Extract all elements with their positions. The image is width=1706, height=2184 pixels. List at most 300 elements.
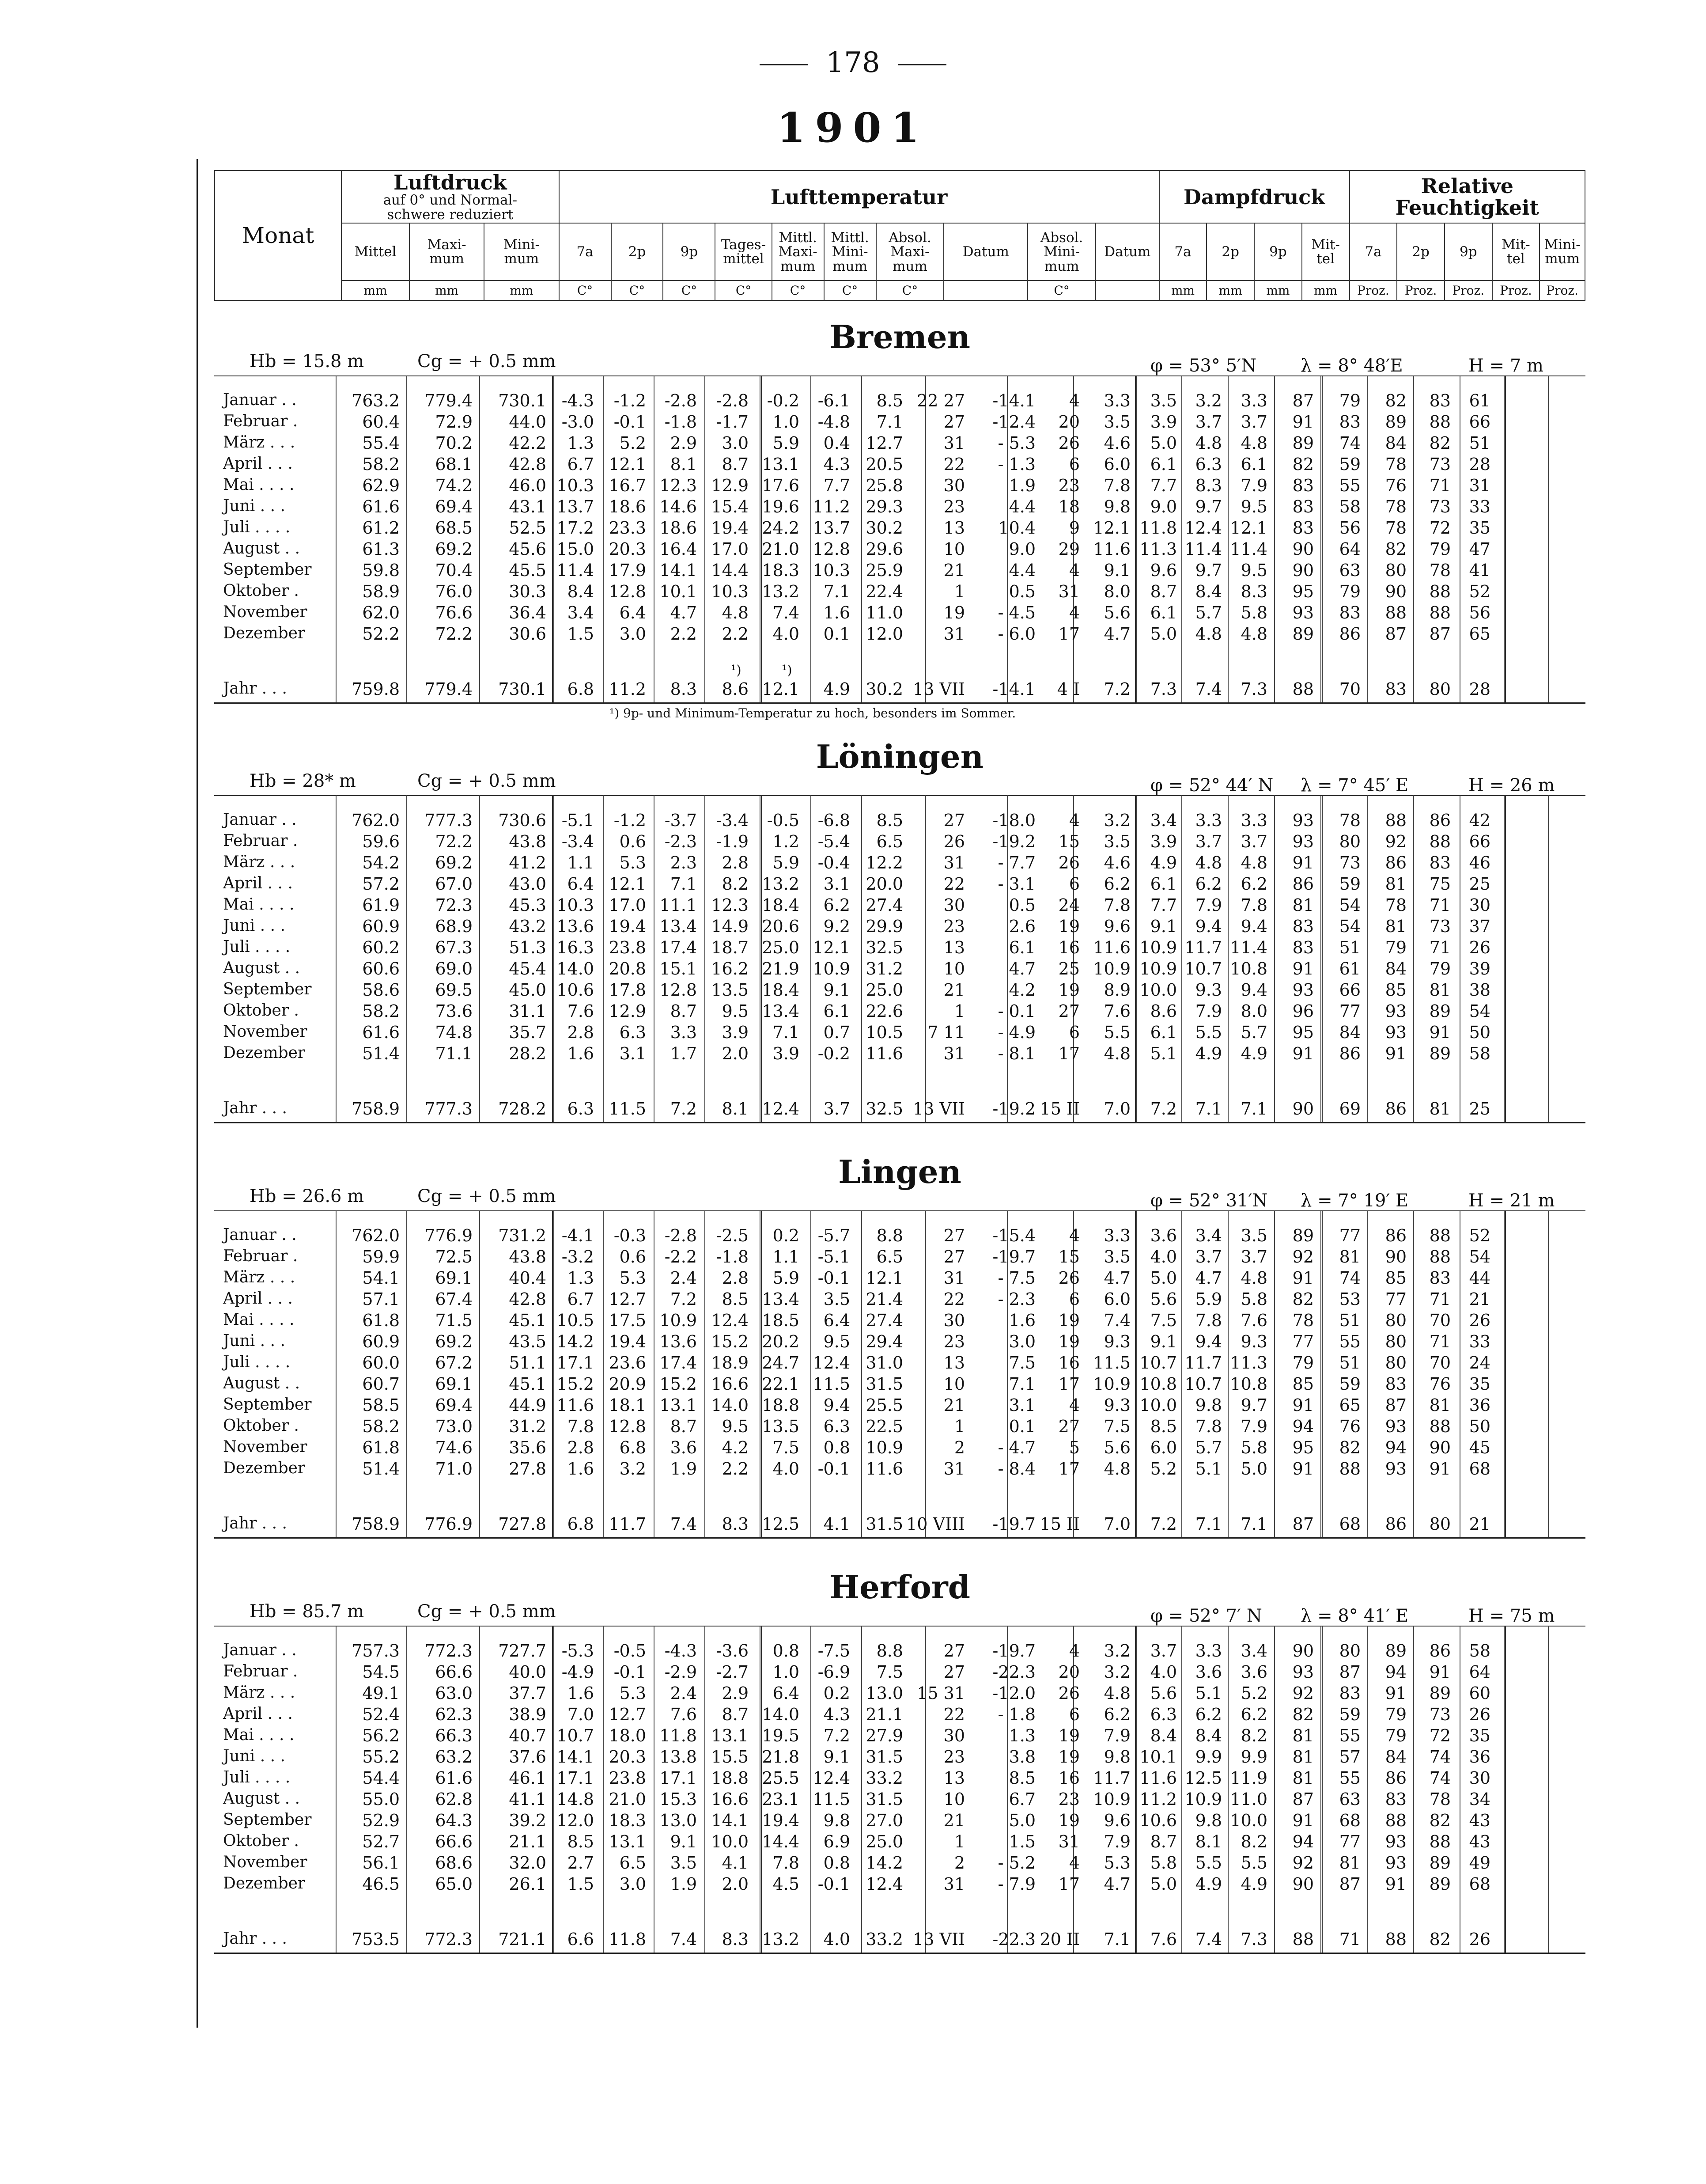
table-cell: 84	[1339, 1023, 1361, 1042]
table-cell: 43.8	[509, 1247, 546, 1266]
table-cell: 3.3	[1195, 811, 1222, 830]
table-cell: 79	[1429, 959, 1451, 978]
month-label: September	[223, 980, 312, 998]
table-cell: 80	[1385, 561, 1407, 580]
table-cell: 66.6	[435, 1832, 473, 1851]
table-cell: 77	[1292, 1332, 1314, 1351]
table-cell: 58.5	[362, 1395, 400, 1415]
table-cell: 93	[1385, 1001, 1407, 1021]
table-row	[214, 455, 1585, 476]
lufttemperatur-col-8: Absol. Mini- mum	[1028, 223, 1096, 281]
table-cell: 10.5	[866, 1023, 903, 1042]
table-cell: 88	[1429, 1832, 1451, 1851]
table-cell: 83	[1339, 1684, 1361, 1703]
table-cell: 9.3	[1104, 1332, 1131, 1351]
station-hh: H = 26 m	[1468, 775, 1555, 796]
table-cell: 4.8	[1104, 1684, 1131, 1703]
table-cell: 88	[1292, 679, 1314, 699]
table-cell: 3.7	[1241, 1247, 1267, 1266]
table-cell: 6.3	[1195, 455, 1222, 474]
table-cell: 6.7	[1009, 1790, 1036, 1809]
lufttemperatur-unit-6: C°	[876, 281, 944, 300]
month-label: November	[223, 1023, 307, 1041]
table-cell: 27.8	[509, 1459, 546, 1479]
table-cell: -2.7	[716, 1662, 749, 1682]
table-cell: 10.0	[711, 1832, 749, 1851]
feuchtigkeit-col-4: Mini- mum	[1540, 223, 1585, 281]
table-cell: 8.4	[1195, 582, 1222, 601]
table-cell: 11.5	[609, 1099, 646, 1119]
table-cell: 16.2	[711, 959, 749, 978]
table-cell: 3.0	[619, 1874, 646, 1894]
table-cell: 89	[1429, 1044, 1451, 1063]
page-number: 178	[0, 46, 1706, 79]
table-cell: 15.2	[659, 1374, 697, 1394]
table-cell: 86	[1429, 1641, 1451, 1661]
month-label: Oktober .	[223, 1417, 299, 1435]
table-cell: -0.2	[767, 391, 799, 410]
month-label: Dezember	[223, 624, 306, 642]
table-cell: 5.6	[1150, 1289, 1177, 1309]
feuchtigkeit-unit-3: Proz.	[1492, 281, 1540, 300]
month-label: Oktober .	[223, 1832, 299, 1850]
table-cell: 20 II	[1040, 1930, 1080, 1949]
table-cell: 758.9	[352, 1514, 400, 1534]
table-cell: 3.2	[619, 1459, 646, 1479]
table-cell: 762.0	[352, 811, 400, 830]
table-cell: 17.1	[556, 1768, 594, 1788]
table-cell: 78	[1292, 1311, 1314, 1330]
station-cg: Cg = + 0.5 mm	[417, 771, 556, 791]
table-cell: 55	[1339, 1768, 1361, 1788]
month-label: Jahr . . .	[223, 1099, 287, 1117]
table-cell: 61.6	[435, 1768, 473, 1788]
table-cell: 4	[1069, 1853, 1080, 1873]
table-cell: 4.3	[823, 455, 850, 474]
table-cell: 12.5	[1184, 1768, 1222, 1788]
table-cell: 11.8	[659, 1726, 697, 1745]
table-cell: 10.0	[1139, 980, 1177, 1000]
table-cell: 31	[943, 624, 965, 644]
table-cell: 18	[1058, 497, 1080, 516]
table-cell: 69	[1339, 1099, 1361, 1119]
table-cell: 87	[1339, 1874, 1361, 1894]
jahr-row	[214, 1930, 1585, 1951]
table-cell: 17.4	[659, 1353, 697, 1373]
table-cell: 91	[1292, 853, 1314, 872]
table-cell: 12.0	[556, 1811, 594, 1830]
table-cell: 5.7	[1241, 1023, 1267, 1042]
table-cell: 10.7	[1184, 1374, 1222, 1394]
table-cell: 54	[1339, 917, 1361, 936]
table-row	[214, 1001, 1585, 1023]
table-cell: 14.6	[659, 497, 697, 516]
table-cell: 19	[1058, 1726, 1080, 1745]
table-cell: 11.8	[1139, 518, 1177, 538]
table-cell: 72.5	[435, 1247, 473, 1266]
table-cell: 32.0	[509, 1853, 546, 1873]
table-cell: 11.2	[609, 679, 646, 699]
table-cell: 5.6	[1104, 603, 1131, 622]
table-cell: -19.2	[992, 832, 1036, 851]
table-cell: 93	[1292, 811, 1314, 830]
table-cell: 60.9	[362, 1332, 400, 1351]
table-cell: 25	[1058, 959, 1080, 978]
table-cell: 81	[1339, 1853, 1361, 1873]
table-cell: 727.8	[498, 1514, 546, 1534]
table-cell: 1.6	[567, 1044, 594, 1063]
table-cell: 1.7	[670, 1044, 697, 1063]
table-cell: 34	[1469, 1790, 1490, 1809]
table-cell: 7.9	[1104, 1726, 1131, 1745]
table-cell: 11.4	[556, 561, 594, 580]
table-cell: 21	[943, 980, 965, 1000]
table-cell: 4.8	[1104, 1044, 1131, 1063]
table-cell: 93	[1292, 980, 1314, 1000]
table-cell: 42.8	[509, 1289, 546, 1309]
table-cell: -3.4	[716, 811, 749, 830]
table-cell: 6	[1069, 455, 1080, 474]
table-cell: 79	[1292, 1353, 1314, 1373]
table-cell: 92	[1292, 1684, 1314, 1703]
table-cell: 5.0	[1150, 624, 1177, 644]
table-cell: 12.8	[659, 980, 697, 1000]
table-cell: 6.2	[1241, 1705, 1267, 1724]
table-cell: 9.5	[1241, 497, 1267, 516]
table-cell: 6	[1069, 874, 1080, 894]
table-cell: 18.6	[609, 497, 646, 516]
table-cell: 94	[1292, 1832, 1314, 1851]
table-cell: 5.0	[1150, 433, 1177, 453]
month-label: Januar . .	[223, 811, 297, 829]
table-cell: 8.1	[670, 455, 697, 474]
table-cell: 5.9	[772, 1268, 799, 1288]
table-cell: 0.5	[1009, 582, 1036, 601]
table-cell: 7.1	[1195, 1099, 1222, 1119]
table-cell: 31.2	[866, 959, 903, 978]
table-cell: 55	[1339, 1726, 1361, 1745]
month-label: Jahr . . .	[223, 679, 287, 698]
table-cell: 71	[1429, 476, 1451, 495]
table-cell: 4.8	[1195, 624, 1222, 644]
table-cell: 19	[1058, 980, 1080, 1000]
table-cell: 74.2	[435, 476, 473, 495]
table-cell: 90	[1292, 1099, 1314, 1119]
table-cell: -0.5	[613, 1641, 646, 1661]
table-cell: 730.6	[498, 811, 546, 830]
month-label: Mai . . . .	[223, 895, 295, 914]
table-cell: 30.2	[866, 518, 903, 538]
table-cell: 3.4	[1195, 1226, 1222, 1245]
table-cell: 17	[1058, 1374, 1080, 1394]
table-cell: 31	[943, 853, 965, 872]
table-cell: 29.6	[866, 539, 903, 559]
dampfdruck-header: Dampfdruck	[1159, 171, 1350, 223]
table-cell: 7.9	[1195, 895, 1222, 915]
table-cell: 62.3	[435, 1705, 473, 1724]
table-cell: 20.3	[609, 539, 646, 559]
table-cell: 4 I	[1057, 679, 1080, 699]
table-cell: 3.2	[1104, 1641, 1131, 1661]
table-cell: 27.0	[866, 1811, 903, 1830]
table-cell: 59	[1339, 455, 1361, 474]
table-cell: 71	[1429, 1289, 1451, 1309]
table-cell: 6.2	[1104, 874, 1131, 894]
table-cell: 19.4	[762, 1811, 799, 1830]
table-cell: 14.0	[556, 959, 594, 978]
table-cell: 95	[1292, 1023, 1314, 1042]
table-cell: 5.3	[619, 1268, 646, 1288]
table-cell: 56.2	[362, 1726, 400, 1745]
table-cell: 63.2	[435, 1747, 473, 1767]
table-cell: 9.8	[1104, 1747, 1131, 1767]
table-cell: 8.5	[876, 811, 903, 830]
table-cell: 18.7	[711, 938, 749, 957]
table-cell: 9.0	[1150, 497, 1177, 516]
table-cell: 41.2	[509, 853, 546, 872]
table-cell: 13.6	[556, 917, 594, 936]
table-cell: 71	[1339, 1930, 1361, 1949]
table-cell: 2.7	[567, 1853, 594, 1873]
table-cell: 20.5	[866, 455, 903, 474]
table-cell: 31	[943, 433, 965, 453]
table-row	[214, 497, 1585, 518]
table-cell: 7.1	[1241, 1514, 1267, 1534]
table-cell: 77	[1339, 1832, 1361, 1851]
table-cell: 8.5	[722, 1289, 749, 1309]
table-cell: 11.7	[609, 1514, 646, 1534]
table-cell: 20	[1058, 412, 1080, 432]
table-cell: -3.2	[561, 1247, 594, 1266]
table-cell: 11.6	[556, 1395, 594, 1415]
table-cell: 9.1	[670, 1832, 697, 1851]
table-cell: 8.4	[1150, 1726, 1177, 1745]
month-label: August . .	[223, 959, 300, 977]
table-cell: 69.2	[435, 539, 473, 559]
table-cell: 1.1	[772, 1247, 799, 1266]
table-cell: 58.6	[362, 980, 400, 1000]
table-cell: 86	[1385, 1768, 1407, 1788]
table-cell: 83	[1385, 679, 1407, 699]
table-cell: 15	[1058, 832, 1080, 851]
table-cell: 6.1	[1009, 938, 1036, 957]
table-cell: 7.4	[1104, 1311, 1131, 1330]
table-cell: 59	[1339, 1374, 1361, 1394]
table-cell: 17.4	[659, 938, 697, 957]
table-cell: 31	[943, 1874, 965, 1894]
table-cell: -2.9	[664, 1662, 697, 1682]
table-cell: 30	[943, 895, 965, 915]
table-cell: 60.2	[362, 938, 400, 957]
table-cell: 28.2	[509, 1044, 546, 1063]
table-cell: 18.9	[711, 1353, 749, 1373]
table-cell: 18.0	[609, 1726, 646, 1745]
table-cell: 82	[1292, 1705, 1314, 1724]
table-cell: 1.5	[567, 624, 594, 644]
table-cell: 73	[1339, 853, 1361, 872]
lufttemperatur-col-3: Tages- mittel	[715, 223, 772, 281]
table-cell: -1.8	[716, 1247, 749, 1266]
table-cell: 19	[1058, 1747, 1080, 1767]
table-cell: 3.4	[1150, 811, 1177, 830]
table-cell: 77	[1339, 1001, 1361, 1021]
table-cell: 4.0	[823, 1930, 850, 1949]
station-block-bremen	[214, 318, 1585, 720]
table-cell: 14.1	[556, 1747, 594, 1767]
table-cell: 69.1	[435, 1374, 473, 1394]
table-cell: 3.5	[1150, 391, 1177, 410]
table-cell: 77	[1385, 1289, 1407, 1309]
table-cell: 10.6	[1139, 1811, 1177, 1830]
table-cell: 8.5	[876, 391, 903, 410]
table-cell: 63	[1339, 561, 1361, 580]
table-cell: 91	[1429, 1023, 1451, 1042]
table-cell: 76	[1429, 1374, 1451, 1394]
table-cell: 31.5	[866, 1747, 903, 1767]
table-cell: 4.8	[1241, 853, 1267, 872]
table-cell: 68.9	[435, 917, 473, 936]
table-cell: 86	[1385, 1099, 1407, 1119]
table-cell: 6	[1069, 1705, 1080, 1724]
table-cell: - 7.5	[998, 1268, 1036, 1288]
table-cell: -5.1	[817, 1247, 850, 1266]
table-cell: 8.1	[1195, 1832, 1222, 1851]
month-label: April . . .	[223, 1705, 293, 1723]
table-cell: 74.6	[435, 1438, 473, 1457]
table-row	[214, 1438, 1585, 1459]
table-cell: 2.9	[670, 433, 697, 453]
table-cell: 78	[1385, 497, 1407, 516]
table-cell: -19.2	[992, 1099, 1036, 1119]
table-cell: 80	[1339, 1641, 1361, 1661]
table-cell: - 0.1	[998, 1001, 1036, 1021]
table-cell: -5.1	[561, 811, 594, 830]
table-cell: 16.4	[659, 539, 697, 559]
month-label: Januar . .	[223, 1226, 297, 1244]
table-cell: 94	[1385, 1438, 1407, 1457]
table-cell: 6.4	[619, 603, 646, 622]
table-cell: 0.1	[1009, 1417, 1036, 1436]
table-cell: 45.3	[509, 895, 546, 915]
table-cell: - 7.9	[998, 1874, 1036, 1894]
luftdruck-header: Luftdruck auf 0° und Normal- schwere reduziert	[341, 171, 559, 223]
table-cell: 0.8	[772, 1641, 799, 1661]
table-cell: 86	[1339, 1044, 1361, 1063]
table-cell: - 1.8	[998, 1705, 1036, 1724]
table-cell: 0.2	[823, 1684, 850, 1703]
table-cell: 73.0	[435, 1417, 473, 1436]
table-cell: 23.1	[762, 1790, 799, 1809]
table-cell: 15.0	[556, 539, 594, 559]
month-label: Juni . . .	[223, 1332, 285, 1350]
table-cell: 91	[1292, 1459, 1314, 1479]
table-cell: 10	[943, 539, 965, 559]
lufttemperatur-unit-2: C°	[663, 281, 715, 300]
month-label: Mai . . . .	[223, 1726, 295, 1744]
table-cell: 6.0	[1104, 1289, 1131, 1309]
table-cell: 12.4	[1184, 518, 1222, 538]
table-cell: 41.1	[509, 1790, 546, 1809]
table-cell: 8.7	[670, 1417, 697, 1436]
month-label: März . . .	[223, 1268, 295, 1286]
table-cell: 31	[943, 1459, 965, 1479]
table-top-rule	[214, 795, 1585, 796]
month-label: April . . .	[223, 455, 293, 473]
table-cell: 13.8	[659, 1747, 697, 1767]
table-cell: 4.9	[1241, 1044, 1267, 1063]
table-cell: 43	[1469, 1832, 1490, 1851]
table-cell: 54.1	[362, 1268, 400, 1288]
table-cell: 42	[1469, 811, 1490, 830]
table-cell: 71.5	[435, 1311, 473, 1330]
table-cell: 27	[943, 1226, 965, 1245]
table-cell: 18.8	[711, 1768, 749, 1788]
table-cell: 22	[943, 455, 965, 474]
table-cell: 4.7	[1104, 1874, 1131, 1894]
table-cell: 7.5	[1009, 1353, 1036, 1373]
table-cell: 8.7	[1150, 1832, 1177, 1851]
table-cell: 8.4	[1195, 1726, 1222, 1745]
table-cell: 23.8	[609, 1768, 646, 1788]
table-row	[214, 874, 1585, 895]
table-cell: 40.0	[509, 1662, 546, 1682]
station-cg: Cg = + 0.5 mm	[417, 1186, 556, 1206]
table-cell: 73.6	[435, 1001, 473, 1021]
table-cell: 13.4	[762, 1289, 799, 1309]
table-cell: 23	[943, 497, 965, 516]
table-cell: 11.6	[866, 1459, 903, 1479]
table-cell: 78	[1385, 455, 1407, 474]
table-cell: 66	[1339, 980, 1361, 1000]
luftdruck-unit-1: mm	[409, 281, 484, 300]
table-cell: 8.8	[876, 1226, 903, 1245]
table-cell: 14.1	[711, 1811, 749, 1830]
table-cell: -4.8	[817, 412, 850, 432]
table-cell: -0.3	[613, 1226, 646, 1245]
table-cell: 45.0	[509, 980, 546, 1000]
table-cell: 16	[1058, 1353, 1080, 1373]
table-cell: 31.2	[509, 1417, 546, 1436]
table-cell: 30	[1469, 895, 1490, 915]
table-cell: 22.6	[866, 1001, 903, 1021]
table-cell: 7.6	[567, 1001, 594, 1021]
table-cell: 92	[1292, 1247, 1314, 1266]
table-cell: -3.7	[664, 811, 697, 830]
table-cell: 78	[1339, 811, 1361, 830]
table-cell: 88	[1429, 1226, 1451, 1245]
table-row	[214, 412, 1585, 433]
table-cell: 757.3	[352, 1641, 400, 1661]
table-cell: 11.5	[813, 1374, 850, 1394]
table-cell: 6.5	[876, 1247, 903, 1266]
table-cell: 12.1	[609, 874, 646, 894]
table-cell: 7.1	[1241, 1099, 1267, 1119]
table-cell: 30.3	[509, 582, 546, 601]
table-cell: 21.9	[762, 959, 799, 978]
table-cell: 8.3	[1241, 582, 1267, 601]
table-cell: 89	[1385, 1641, 1407, 1661]
jahr-row	[214, 1514, 1585, 1536]
table-row	[214, 1023, 1585, 1044]
table-cell: 11.2	[813, 497, 850, 516]
table-cell: 69.2	[435, 853, 473, 872]
table-cell: 26	[1058, 1684, 1080, 1703]
table-cell: 80	[1385, 1332, 1407, 1351]
table-cell: 32.5	[866, 938, 903, 957]
dampfdruck-unit-2: mm	[1254, 281, 1302, 300]
table-cell: 45	[1469, 1438, 1490, 1457]
table-row	[214, 959, 1585, 980]
